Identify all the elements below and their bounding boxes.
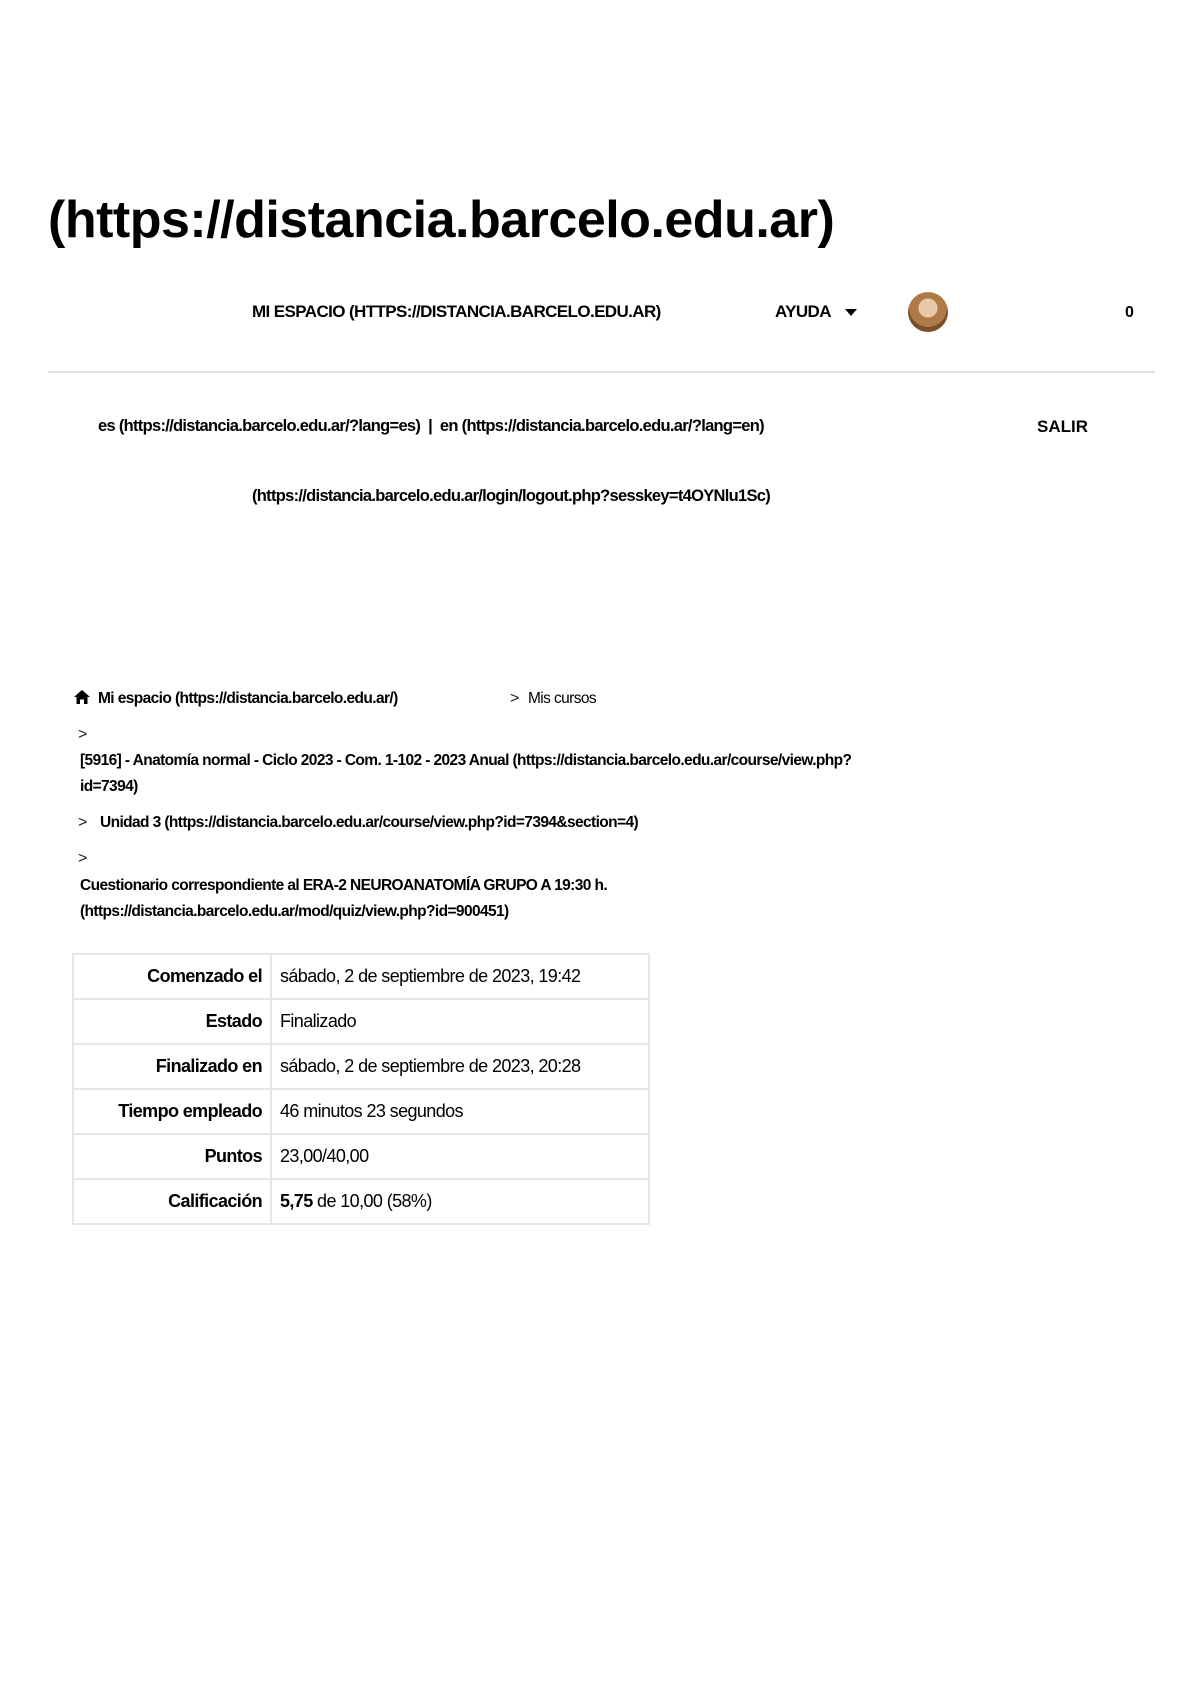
row-label: Calificación	[73, 1179, 271, 1224]
course-link-line2: id=7394)	[80, 778, 138, 795]
table-row	[73, 1089, 649, 1134]
table-row	[73, 1134, 649, 1179]
quiz-summary-table	[72, 953, 650, 1225]
logout-url-link[interactable]: (https://distancia.barcelo.edu.ar/login/logout.php?sesskey=t4OYNlu1Sc)	[252, 487, 771, 505]
row-value: sábado, 2 de septiembre de 2023, 19:42	[271, 954, 649, 999]
lang-separator: |	[428, 417, 433, 435]
breadcrumb-separator: >	[510, 690, 519, 707]
row-label: Comenzado el	[73, 954, 271, 999]
row-value: 46 minutos 23 segundos	[271, 1089, 649, 1134]
notification-count[interactable]: 0	[1125, 304, 1134, 321]
chevron-down-icon	[845, 309, 857, 316]
logout-button[interactable]: SALIR	[1037, 417, 1088, 436]
site-title-link[interactable]: (https://distancia.barcelo.edu.ar)	[48, 191, 835, 249]
nav-ayuda-menu[interactable]	[775, 302, 857, 322]
quiz-link-line2: (https://distancia.barcelo.edu.ar/mod/quiz/view.php?id=900451)	[80, 903, 509, 920]
breadcrumb-item-unidad[interactable]	[100, 814, 638, 832]
course-link-line1: [5916] - Anatomía normal - Ciclo 2023 - Com. 1-102 - 2023 Anual (https://distancia.barcelo.edu.ar/course/view.php?	[80, 752, 852, 769]
user-avatar[interactable]	[908, 292, 948, 332]
row-value: Finalizado	[271, 999, 649, 1044]
table-row	[73, 954, 649, 999]
header-divider	[48, 371, 1155, 373]
table-row	[73, 999, 649, 1044]
grade-value	[271, 1179, 649, 1224]
row-label: Tiempo empleado	[73, 1089, 271, 1134]
nav-ayuda-label: AYUDA	[775, 302, 831, 321]
breadcrumb-item-course[interactable]	[80, 752, 851, 770]
home-icon	[74, 690, 90, 704]
breadcrumb-item-mis-cursos[interactable]: Mis cursos	[528, 690, 597, 707]
language-selector	[98, 417, 764, 436]
row-value: sábado, 2 de septiembre de 2023, 20:28	[271, 1044, 649, 1089]
breadcrumb-item-quiz-cont[interactable]	[80, 903, 509, 921]
grade-score: 5,75	[280, 1191, 313, 1211]
breadcrumb-item-home[interactable]: Mi espacio (https://distancia.barcelo.edu.ar/)	[74, 690, 398, 708]
lang-es-link[interactable]: es (https://distancia.barcelo.edu.ar/?lang=es)	[98, 417, 421, 435]
unidad-link-label: Unidad 3 (https://distancia.barcelo.edu.ar/course/view.php?id=7394&section=4)	[100, 814, 639, 831]
breadcrumb-separator: >	[78, 814, 87, 831]
nav-mi-espacio-link[interactable]: MI ESPACIO (HTTPS://DISTANCIA.BARCELO.EDU.AR)	[252, 302, 661, 321]
grade-total: de 10,00 (58%)	[312, 1191, 432, 1211]
lang-en-link[interactable]: en (https://distancia.barcelo.edu.ar/?lang=en)	[439, 417, 764, 435]
table-row	[73, 1179, 649, 1224]
quiz-link-line1: Cuestionario correspondiente al ERA-2 NEUROANATOMÍA GRUPO A 19:30 h.	[80, 877, 608, 894]
breadcrumb-separator: >	[78, 726, 87, 743]
row-value: 23,00/40,00	[271, 1134, 649, 1179]
table-row	[73, 1044, 649, 1089]
breadcrumb-item-course-cont[interactable]	[80, 778, 138, 796]
breadcrumb-separator: >	[78, 850, 87, 867]
row-label: Estado	[73, 999, 271, 1044]
breadcrumb-item-quiz[interactable]	[80, 877, 607, 895]
top-navigation	[0, 290, 1200, 334]
row-label: Finalizado en	[73, 1044, 271, 1089]
row-label: Puntos	[73, 1134, 271, 1179]
